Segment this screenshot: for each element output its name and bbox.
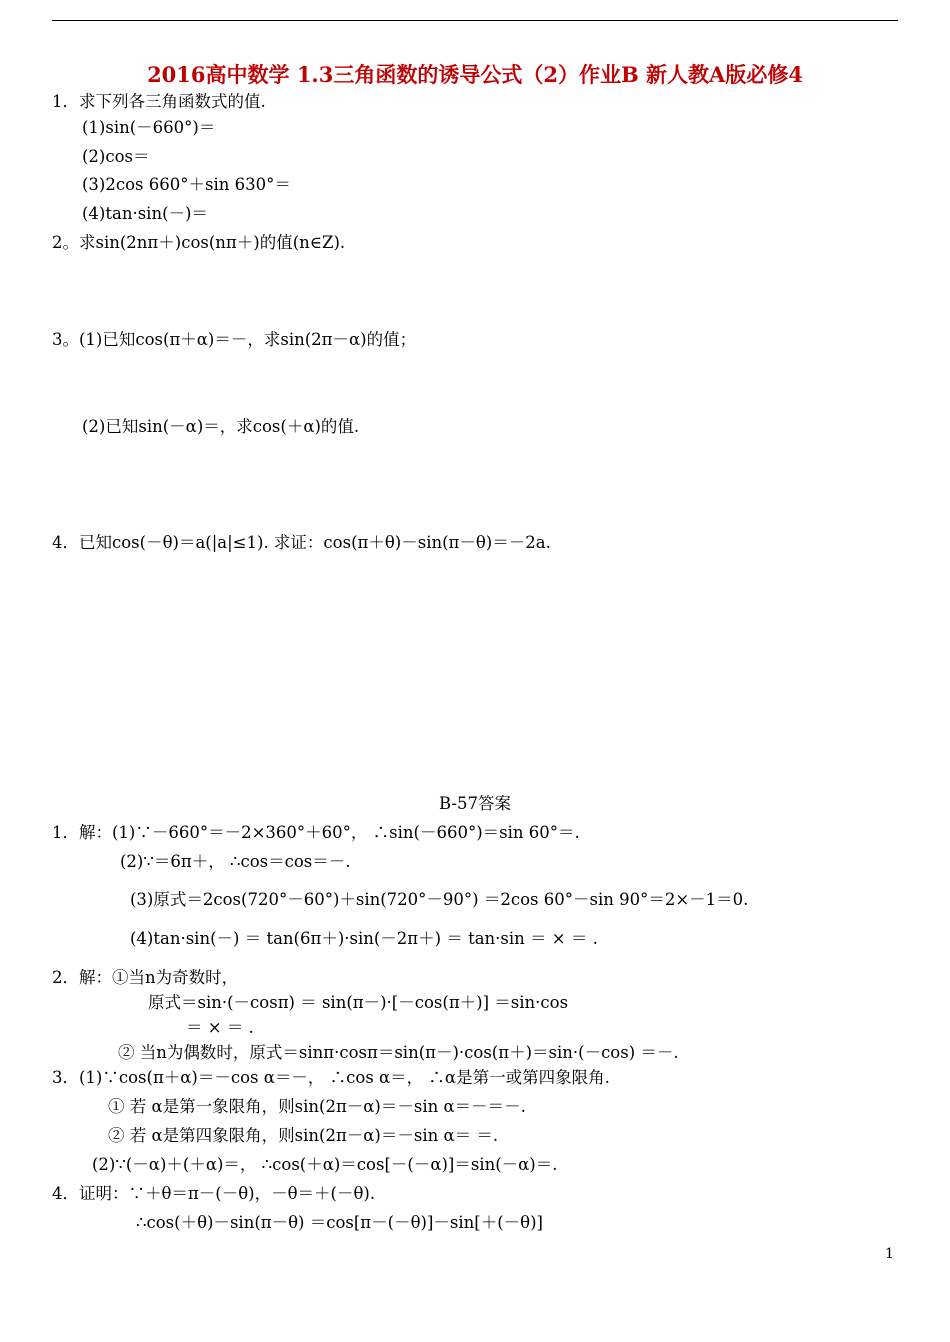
question-2: 2。求sin(2nπ＋)cos(nπ＋)的值(n∈Z). <box>52 233 346 252</box>
answer-1-part-4: (4)tan·sin(－) ＝ tan(6π＋)·sin(－2π＋) ＝ tan·sin ＝ × ＝ . <box>130 929 598 948</box>
document-title: 2016高中数学 1.3三角函数的诱导公式（2）作业B 新人教A版必修4 <box>147 62 803 87</box>
question-3-part-1: 3。(1)已知cos(π＋α)＝－，求sin(2π－α)的值； <box>52 330 417 349</box>
answers-heading: B-57答案 <box>438 794 511 813</box>
answer-2-line-2: ＝ × ＝ . <box>186 1018 254 1037</box>
answer-3: 3．(1)∵cos(π＋α)＝－cos α＝－， ∴cos α＝， ∴α是第一或第四象限角. <box>52 1068 610 1087</box>
answer-1-part-3: (3)原式＝2cos(720°－60°)＋sin(720°－90°) ＝2cos 60°－sin 90°＝2×－1＝0. <box>130 890 749 909</box>
answer-3-line-1: ① 若 α是第一象限角，则sin(2π－α)＝－sin α＝－＝－. <box>108 1097 526 1116</box>
answer-1-part-2: (2)∵＝6π＋， ∴cos＝cos＝－. <box>120 852 351 871</box>
answer-3-line-3: (2)∵(－α)＋(＋α)＝， ∴cos(＋α)＝cos[－(－α)]＝sin(－α)＝. <box>92 1155 558 1174</box>
question-1: 1．求下列各三角函数式的值. <box>52 92 266 111</box>
question-1-part-4: (4)tan·sin(－)＝ <box>82 204 208 223</box>
answer-2-line-1: 原式＝sin·(－cosπ) ＝ sin(π－)·[－cos(π＋)] ＝sin·cos <box>148 993 569 1012</box>
answer-1: 1．解：(1)∵－660°＝－2×360°＋60°， ∴sin(－660°)＝sin 60°＝. <box>52 823 580 842</box>
question-1-part-1: (1)sin(－660°)＝ <box>82 118 216 137</box>
question-4: 4．已知cos(－θ)＝a(|a|≤1). 求证：cos(π＋θ)－sin(π－θ)＝－2a. <box>52 533 551 552</box>
answer-2: 2．解：①当n为奇数时， <box>52 968 239 987</box>
answer-4: 4．证明：∵＋θ＝π－(－θ)，－θ＝＋(－θ). <box>52 1184 376 1203</box>
question-3-part-2: (2)已知sin(－α)＝，求cos(＋α)的值. <box>82 417 360 436</box>
header-rule <box>52 20 898 21</box>
answer-2-line-3: ② 当n为偶数时，原式＝sinπ·cosπ＝sin(π－)·cos(π＋)＝sin·(－cos) ＝－. <box>118 1043 679 1062</box>
question-1-part-3: (3)2cos 660°＋sin 630°＝ <box>82 175 291 194</box>
answer-3-line-2: ② 若 α是第四象限角，则sin(2π－α)＝－sin α＝ ＝. <box>108 1126 499 1145</box>
page-number: 1 <box>885 1246 894 1262</box>
answer-4-line-1: ∴cos(＋θ)－sin(π－θ) ＝cos[π－(－θ)]－sin[＋(－θ)] <box>136 1213 543 1232</box>
question-1-part-2: (2)cos＝ <box>82 147 150 166</box>
